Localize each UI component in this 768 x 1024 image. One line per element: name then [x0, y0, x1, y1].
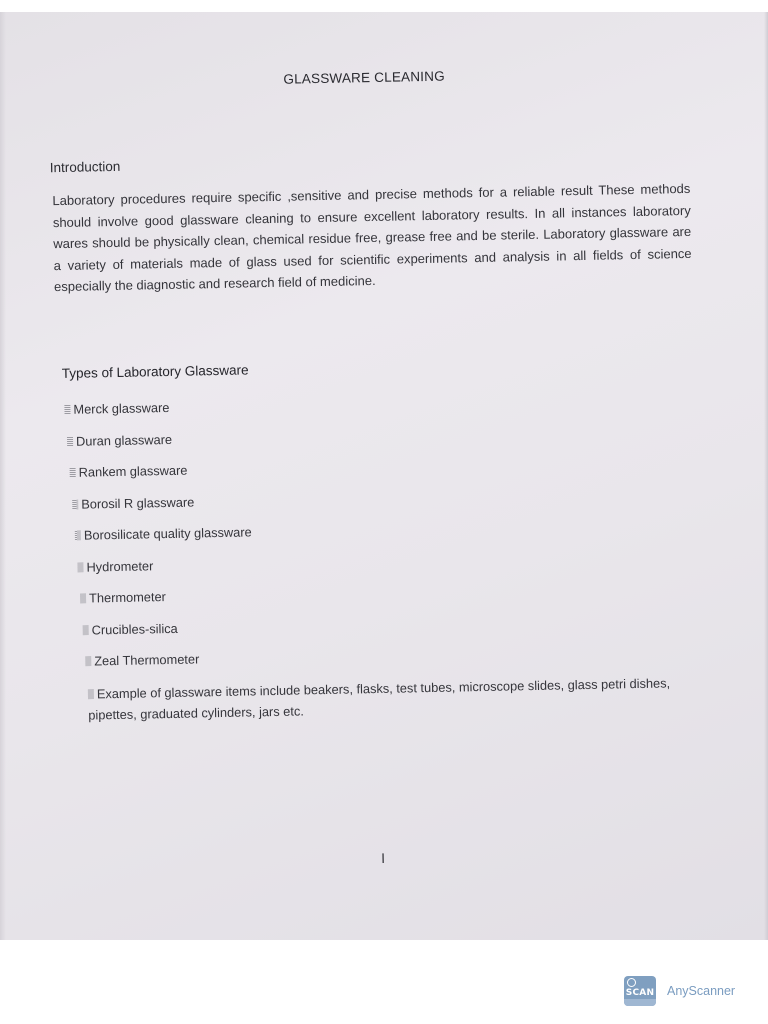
anyscanner-logo-icon: [624, 976, 656, 1006]
bullet-icon: [72, 499, 78, 509]
list-item-label: Crucibles-silica: [91, 620, 178, 637]
camera-ring-icon: [627, 978, 636, 987]
bullet-icon: [88, 689, 94, 699]
glassware-types-list: [64, 390, 699, 686]
paper-shadow-left: [0, 12, 6, 940]
bullet-icon: [67, 436, 73, 446]
bullet-icon: [70, 468, 76, 478]
app-name: AnyScanner: [667, 984, 736, 998]
list-item-label: Thermometer: [88, 589, 167, 606]
document-photo: [0, 12, 768, 940]
bullet-icon: [77, 562, 83, 572]
introduction-paragraph: Laboratory procedures require specific ,sensitive and precise methods for a reliable result These methods should involve good glassware cleaning to ensure excellent laboratory results. In all instances laboratory wares should be physically clean, chemical residue free, grease free and be sterile. Laboratory glassware are a variety of materials made of glass used for scientific experiments and analysis in all fields of science especially the diagnostic and research field of medicine.: [52, 180, 692, 295]
document-title: GLASSWARE CLEANING: [283, 68, 445, 87]
anyscanner-watermark: [624, 975, 735, 1007]
document-page: [43, 12, 711, 940]
logo-text: SCAN: [625, 988, 655, 998]
list-item-label: Merck glassware: [73, 399, 170, 417]
list-item-label: Zeal Thermometer: [94, 651, 200, 669]
paper-shadow-right: [764, 12, 768, 940]
introduction-heading: Introduction: [49, 158, 121, 176]
bullet-icon: [64, 405, 70, 415]
list-item-label: Rankem glassware: [78, 462, 188, 480]
logo-base-bar: [624, 999, 656, 1006]
list-item-label: Borosil R glassware: [81, 493, 195, 512]
list-item-label: Borosilicate quality glassware: [83, 524, 252, 543]
glassware-types-heading: Types of Laboratory Glassware: [61, 362, 249, 382]
bullet-icon: [75, 531, 81, 541]
example-text: Example of glassware items include beakers, flasks, test tubes, microscope slides, glass petri dishes, pipettes, graduated cylinders, jars etc.: [88, 675, 671, 723]
list-item-label: Duran glassware: [75, 431, 173, 449]
bullet-icon: [83, 625, 89, 635]
bullet-icon: [80, 594, 86, 604]
bullet-icon: [85, 656, 91, 666]
page-number: I: [380, 849, 386, 866]
list-item-label: Hydrometer: [86, 557, 154, 575]
